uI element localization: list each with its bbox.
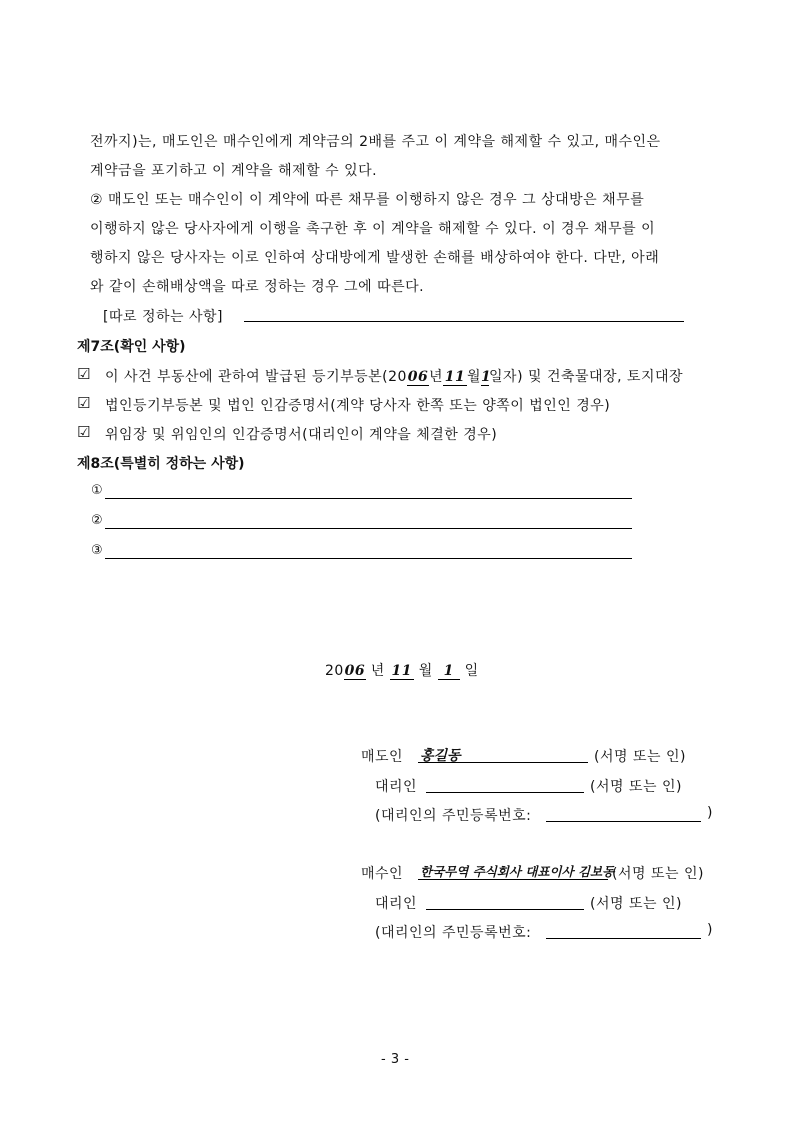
article7-title: 제7조(확인 사항) xyxy=(77,339,186,355)
buyer-agent-line[interactable] xyxy=(426,909,584,910)
buyer-agent-label: 대리인 xyxy=(375,896,418,912)
article8-line-3[interactable] xyxy=(105,558,632,559)
checkbox-checked-icon[interactable]: ☑ xyxy=(77,394,91,412)
article7-item-3: 위임장 및 위임인의 인감증명서(대리인이 계약을 체결한 경우) xyxy=(105,427,498,443)
buyer-agent-id-line[interactable] xyxy=(546,938,701,939)
buyer-sign-label: (서명 또는 인) xyxy=(612,866,704,882)
seller-agent-id-line[interactable] xyxy=(546,821,701,822)
seller-agent-sign-label: (서명 또는 인) xyxy=(590,779,682,795)
seller-agent-line[interactable] xyxy=(426,792,584,793)
page-number: - 3 - xyxy=(381,1052,410,1067)
seller-name-line[interactable] xyxy=(418,762,588,763)
separate-terms-label: [따로 정하는 사항] xyxy=(103,309,223,325)
article7-item-1: 이 사건 부동산에 관하여 발급된 등기부등본(2006년 11 월1일자) 및 건축물대장, 토지대장 xyxy=(105,369,684,385)
paragraph-line: 행하지 않은 당사자는 이로 인하여 상대방에게 발생한 손해를 배상하여야 한다. 다만, 아래 xyxy=(90,250,660,266)
paragraph-line: 와 같이 손해배상액을 따로 정하는 경우 그에 따른다. xyxy=(90,279,425,295)
seller-agent-id-label: (대리인의 주민등록번호: xyxy=(375,808,532,824)
buyer-agent-id-label: (대리인의 주민등록번호: xyxy=(375,925,532,941)
article8-marker-3: ③ xyxy=(91,543,104,558)
article8-line-2[interactable] xyxy=(105,528,632,529)
seller-sign-label: (서명 또는 인) xyxy=(594,749,686,765)
buyer-label: 매수인 xyxy=(361,866,404,882)
buyer-agent-sign-label: (서명 또는 인) xyxy=(590,896,682,912)
seller-agent-label: 대리인 xyxy=(375,779,418,795)
seller-name-handwritten: 홍길동 xyxy=(420,748,461,764)
seller-label: 매도인 xyxy=(361,749,404,765)
paragraph-line: ② 매도인 또는 매수인이 이 계약에 따른 채무를 이행하지 않은 경우 그 상대방은 채무를 xyxy=(90,192,645,208)
article8-marker-1: ① xyxy=(91,483,104,498)
checkbox-checked-icon[interactable]: ☑ xyxy=(77,423,91,441)
checkbox-checked-icon[interactable]: ☑ xyxy=(77,365,91,383)
paragraph-line: 전까지)는, 매도인은 매수인에게 계약금의 2배를 주고 이 계약을 해제할 수 있고, 매수인은 xyxy=(90,134,661,150)
seller-agent-id-close: ) xyxy=(707,805,713,821)
article8-line-1[interactable] xyxy=(105,498,632,499)
paragraph-line: 계약금을 포기하고 이 계약을 해제할 수 있다. xyxy=(90,163,378,179)
buyer-name-line[interactable] xyxy=(418,879,608,880)
article8-marker-2: ② xyxy=(91,513,104,528)
article7-item-2: 법인등기부등본 및 법인 인감증명서(계약 당사자 한쪽 또는 양쪽이 법인인 경우) xyxy=(105,398,611,414)
separate-terms-line[interactable] xyxy=(244,321,684,322)
buyer-name-handwritten: 한국무역 주식회사 대표이사 김보동 xyxy=(420,864,615,879)
contract-date: 2006 년 11 월 1 일 xyxy=(325,663,479,679)
paragraph-line: 이행하지 않은 당사자에게 이행을 촉구한 후 이 계약을 해제할 수 있다. 이 경우 채무를 이 xyxy=(90,221,656,237)
article8-title: 제8조(특별히 정하는 사항) xyxy=(77,456,245,472)
buyer-agent-id-close: ) xyxy=(707,922,713,938)
